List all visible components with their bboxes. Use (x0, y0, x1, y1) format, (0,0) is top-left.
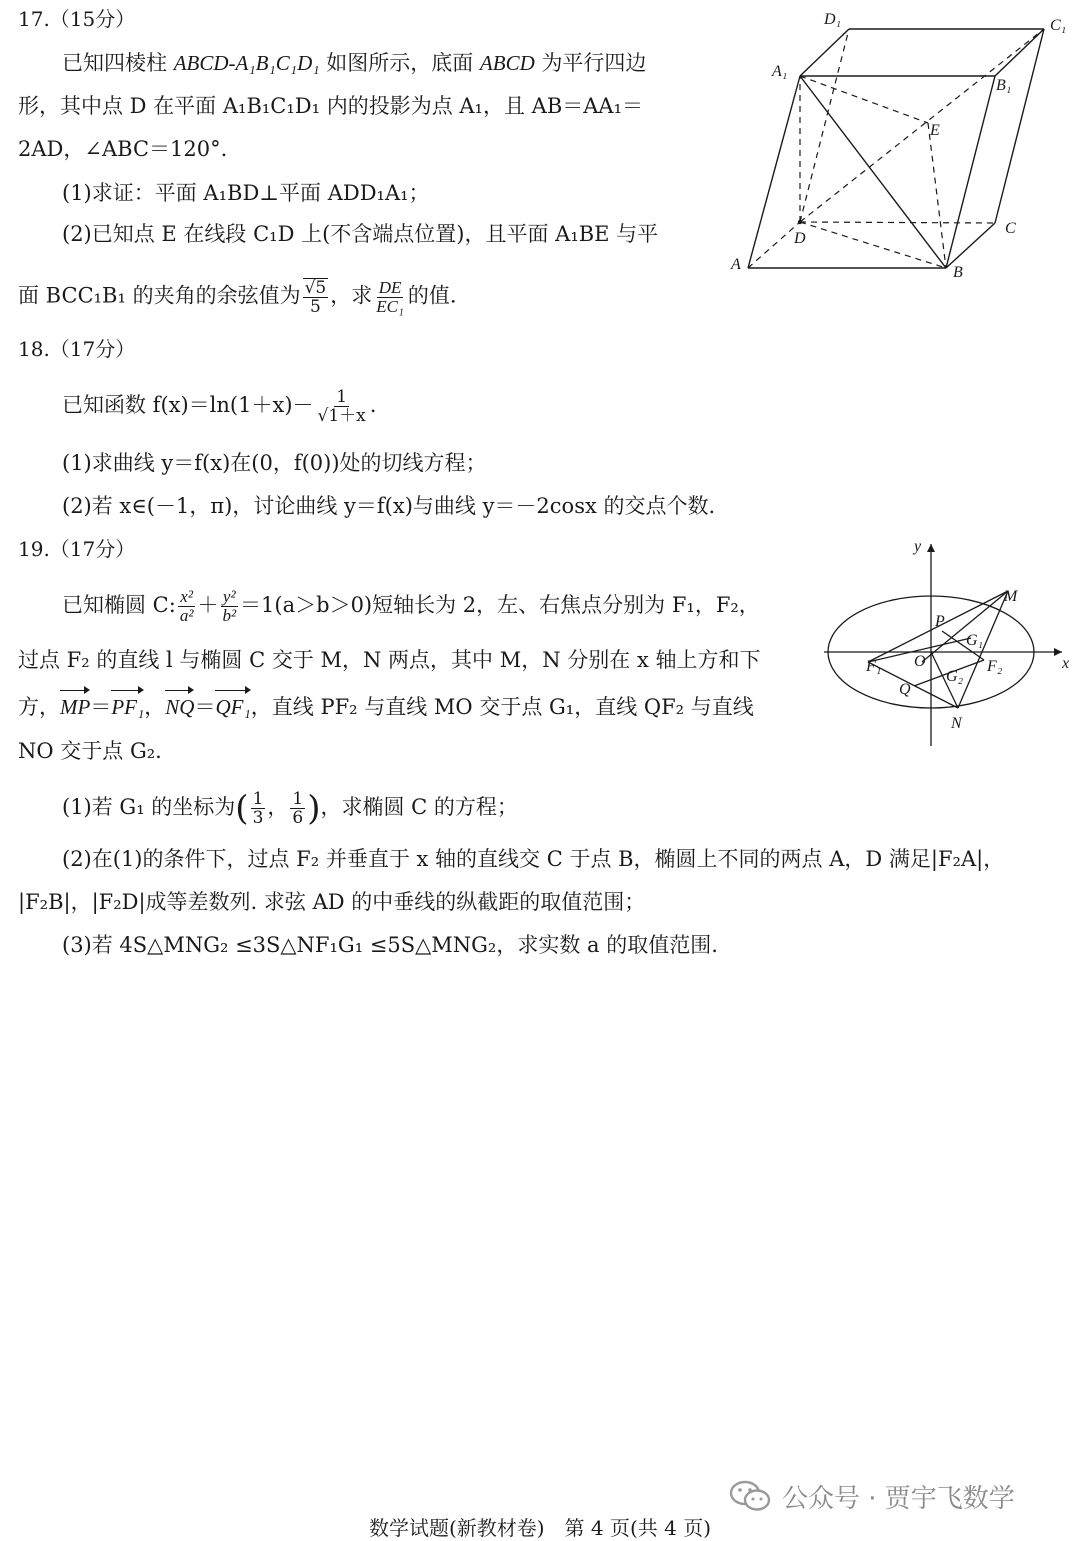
q17-header: 17.（15分） (18, 7, 136, 31)
label-M: M (1004, 588, 1018, 605)
watermark (728, 1476, 1015, 1516)
x2-over-a2: $\frac{\text{x²}}{\text{a²}}$ (179, 587, 194, 625)
q17-line2: 形，其中点 D 在平面 A₁B₁C₁D₁ 内的投影为点 A₁，且 AB＝AA₁＝ (18, 94, 643, 118)
label-C: C (1005, 220, 1016, 237)
label-y: y (914, 538, 922, 555)
q19-part2-cont: |F₂B|，|F₂D|成等差数列. 求弦 AD 的中垂线的纵截距的取值范围； (18, 890, 646, 914)
q18-function: 已知函数 f(x)＝ln(1＋x)－ $\frac{1}{√1+x}$ . (62, 387, 377, 426)
cos-fraction: $\frac{√5}{5}$ (304, 278, 327, 317)
q19-part2: (2)在(1)的条件下，过点 F₂ 并垂直于 x 轴的直线交 C 于点 B，椭圆上不同的两点 A，D 满足|F₂A|， (62, 847, 1005, 871)
page-footer: 数学试题(新教材卷) 第 4 页(共 4 页) (368, 1516, 712, 1540)
q19-part1: (1)若 G₁ 的坐标为( $\frac{1}{3}$ ， $\frac{1}{6}$ )，求椭圆 C 的方程； (62, 788, 518, 829)
label-A1: A₁ (772, 63, 788, 80)
label-F1: F₁ (866, 658, 882, 675)
label-F2: F₂ (987, 658, 1003, 675)
label-A: A (731, 256, 741, 273)
label-P: P (935, 613, 945, 630)
label-D: D (794, 230, 806, 247)
q17-part1: (1)求证：平面 A₁BD⊥平面 ADD₁A₁； (62, 181, 430, 205)
q19-line4: NO 交于点 G₂. (18, 739, 162, 763)
q19-line2: 过点 F₂ 的直线 l 与椭圆 C 交于 M，N 两点，其中 M，N 分别在 x 轴上方和下 (18, 648, 761, 672)
label-G2: G₂ (946, 668, 964, 685)
q18-part2: (2)若 x∈(－1，π)，讨论曲线 y＝f(x)与曲线 y＝－2cosx 的交点个数. (62, 494, 716, 518)
label-Q: Q (899, 681, 911, 698)
label-G1: G₁ (966, 632, 984, 649)
q19-line1: 已知椭圆 C: $\frac{\text{x²}}{\text{a²}}$ ＋ $\frac{\text{y²}}{\text{b²}}$ ＝1(a＞b＞0)短轴长为 2，左、右焦点分别为 F₁，F₂， (62, 587, 760, 625)
q18-header: 18.（17分） (18, 337, 136, 361)
label-C1: C₁ (1050, 17, 1067, 34)
label-O: O (914, 653, 926, 670)
wechat-icon (728, 1479, 772, 1513)
ratio-fraction: $\frac{DE}{\text{EC₁}}$ (376, 277, 404, 316)
label-D1: D₁ (824, 11, 842, 28)
q17-line1: 已知四棱柱 ABCD-A₁B₁C₁D₁ 如图所示，底面 ABCD 为平行四边 (62, 51, 647, 75)
label-E: E (930, 122, 940, 139)
q19-part3: (3)若 4S△MNG₂ ≤3S△NF₁G₁ ≤5S△MNG₂，求实数 a 的取值范围. (62, 933, 718, 957)
q17-part2: (2)已知点 E 在线段 C₁D 上(不含端点位置)，且平面 A₁BE 与平 (62, 222, 659, 246)
label-N: N (951, 715, 962, 732)
g1x-fraction: $\frac{1}{3}$ (252, 789, 264, 828)
y2-over-b2: $\frac{\text{y²}}{\text{b²}}$ (222, 587, 237, 625)
label-x: x (1062, 655, 1070, 672)
q19-header: 19.（17分） (18, 537, 136, 561)
q19-ellipse-figure (824, 534, 1076, 748)
func-fraction: $\frac{1}{√1+x}$ (317, 387, 366, 426)
q19-line3: 方，MP＝PF₁，NQ＝QF₁，直线 PF₂ 与直线 MO 交于点 G₁，直线 QF₂ 与直线 (18, 692, 754, 722)
q17-prism-figure (724, 6, 1076, 282)
q18-part1: (1)求曲线 y＝f(x)在(0，f(0))处的切线方程； (62, 451, 487, 475)
q17-line3: 2AD，∠ABC＝120°. (18, 137, 228, 161)
watermark-text: 公众号 · 贾宇飞数学 (782, 1483, 1015, 1514)
q17-part2-cont: 面 BCC₁B₁ 的夹角的余弦值为 $\frac{√5}{5}$ ，求 $\frac{DE}{\text{EC₁}}$ 的值. (18, 277, 457, 317)
label-B: B (953, 264, 963, 281)
label-B1: B₁ (996, 77, 1012, 94)
g1y-fraction: $\frac{1}{6}$ (292, 789, 304, 828)
